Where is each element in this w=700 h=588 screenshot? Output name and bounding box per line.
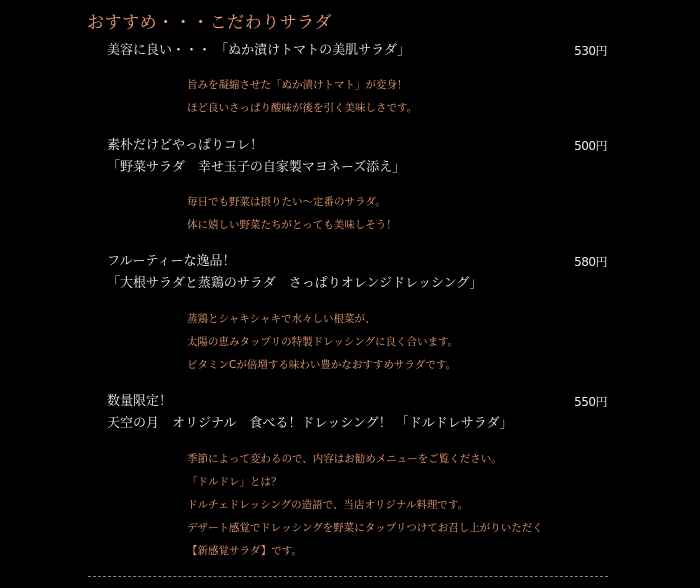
menu-item-header	[107, 391, 607, 435]
description-line: 毎日でも野菜は摂りたい～定番のサラダ。	[187, 196, 386, 208]
menu-item-tagline: フルーティーな逸品！	[107, 254, 236, 269]
section-title: おすすめ・・・こだわりサラダ	[87, 13, 332, 33]
description-line: 季節によって変わるので、内容はお勧めメニューをご覧ください。	[187, 453, 502, 465]
menu-item-price: 500円	[574, 139, 607, 153]
menu-item-description	[187, 308, 458, 377]
description-line: 体に嬉しい野菜たちがとっても美味しそう！	[187, 219, 397, 231]
description-line: ビタミンCが倍増する味わい豊かなおすすめサラダです。	[187, 359, 456, 371]
menu-item	[107, 251, 607, 295]
description-line: 「ドルドレ」とは？	[187, 476, 282, 488]
description-line: 蒸鶏とシャキシャキで水々しい根菜が、	[187, 313, 376, 325]
menu-item-name: 天空の月 オリジナル 食べる！ドレッシング！ 「ドルドレサラダ」	[107, 416, 513, 431]
menu-item-price: 550円	[574, 395, 607, 409]
description-line: 旨みを凝縮させた「ぬか漬けトマト」が変身！	[187, 79, 408, 91]
description-line: 太陽の恵みタップリの特製ドレッシングに良く合います。	[187, 336, 459, 348]
menu-item-description	[187, 448, 543, 563]
menu-item-header	[107, 251, 607, 295]
section-divider	[88, 576, 608, 577]
description-line: ほど良いさっぱり酸味が後を引く美味しさです。	[187, 102, 418, 114]
description-line: 【新感覚サラダ】です。	[187, 545, 302, 557]
menu-item-tagline: 素朴だけどやっぱりコレ！	[107, 138, 264, 153]
menu-item-price: 580円	[574, 255, 607, 269]
menu-item-description	[187, 74, 417, 120]
menu-item-description	[187, 191, 397, 237]
menu-item	[107, 391, 607, 435]
description-line: デザート感覚でドレッシングを野菜にタップリつけてお召し上がりいただく	[187, 522, 543, 534]
description-line: ドルチェドレッシングの造語で、当店オリジナル料理です。	[187, 499, 469, 511]
menu-item-name: 「野菜サラダ 幸せ玉子の自家製マヨネーズ添え」	[107, 160, 406, 175]
menu-item-name: 「大根サラダと蒸鶏のサラダ さっぱりオレンジドレッシング」	[107, 276, 483, 291]
menu-item-tagline: 数量限定！	[107, 394, 173, 409]
menu-item-header	[107, 40, 607, 62]
menu-item-header	[107, 135, 607, 179]
menu-item	[107, 135, 607, 179]
menu-item-price: 530円	[574, 44, 607, 58]
menu-item	[107, 40, 607, 62]
menu-item-name: 美容に良い・・・ 「ぬか漬けトマトの美肌サラダ」	[107, 43, 411, 58]
